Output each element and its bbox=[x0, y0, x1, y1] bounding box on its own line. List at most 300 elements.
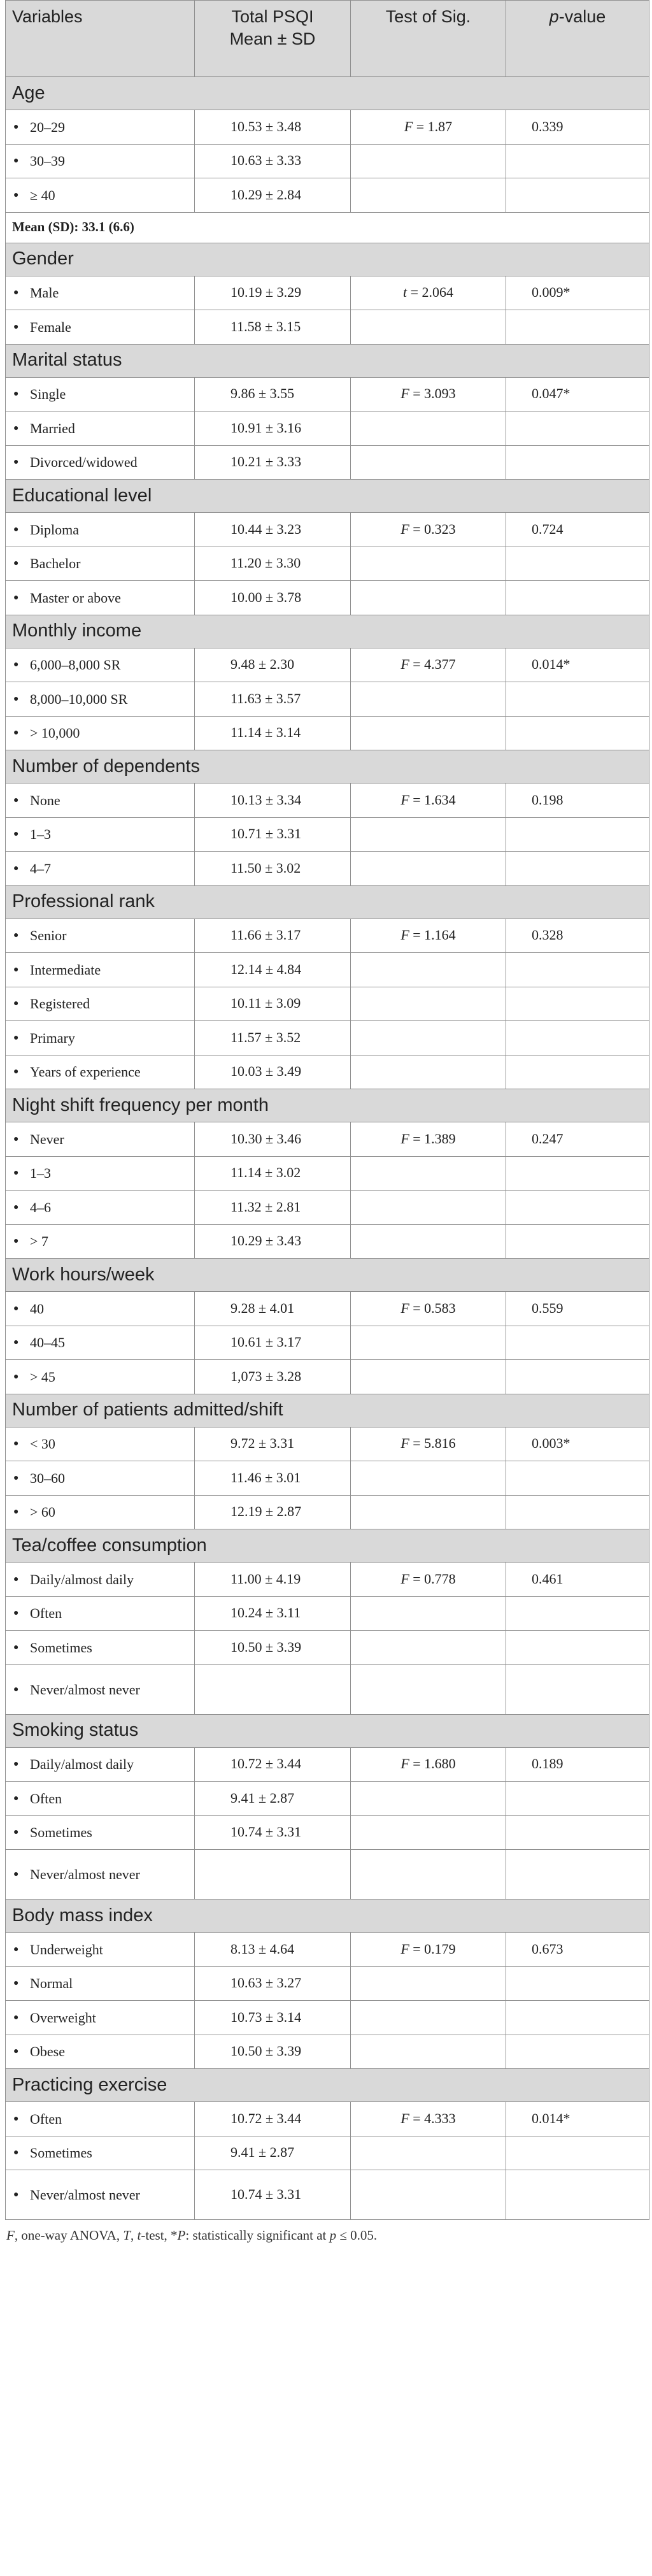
psqi-mean-sd-cell: 9.28 ± 4.01 bbox=[195, 1292, 351, 1326]
p-value-cell bbox=[506, 1326, 649, 1360]
row-label-cell bbox=[6, 953, 195, 987]
test-of-significance-cell bbox=[351, 144, 506, 178]
bullet-icon: ● bbox=[13, 999, 19, 1009]
bullet-icon: ● bbox=[13, 694, 19, 704]
row-label: Never/almost never bbox=[30, 1866, 140, 1883]
test-of-significance-cell bbox=[351, 1224, 506, 1259]
row-label: 1–3 bbox=[30, 1165, 51, 1182]
bullet-icon: ● bbox=[13, 1574, 19, 1584]
section-header-row bbox=[6, 885, 649, 919]
p-value-cell bbox=[506, 1596, 649, 1631]
test-of-significance-cell bbox=[351, 377, 506, 411]
row-label: Male bbox=[30, 285, 59, 301]
table-row bbox=[6, 1495, 649, 1529]
bullet-icon: ● bbox=[13, 389, 19, 399]
test-statistic-value: = 1.634 bbox=[409, 791, 456, 808]
test-of-significance-cell bbox=[351, 1156, 506, 1191]
test-statistic-value: = 0.778 bbox=[409, 1570, 456, 1587]
row-label: Registered bbox=[30, 996, 90, 1012]
section-title: Number of dependents bbox=[6, 750, 649, 784]
p-value-cell bbox=[506, 1782, 649, 1816]
test-of-significance-cell bbox=[351, 648, 506, 682]
row-label-cell bbox=[6, 411, 195, 446]
bullet-icon: ● bbox=[13, 829, 19, 840]
row-label: Never bbox=[30, 1131, 64, 1147]
p-value-cell bbox=[506, 953, 649, 987]
bullet-icon: ● bbox=[13, 423, 19, 433]
psqi-mean-sd-cell: 9.41 ± 2.87 bbox=[195, 1782, 351, 1816]
bullet-icon: ● bbox=[13, 660, 19, 670]
table-row bbox=[6, 1933, 649, 1967]
table-row bbox=[6, 581, 649, 615]
test-statistic-value: = 0.583 bbox=[409, 1299, 456, 1316]
bullet-icon: ● bbox=[13, 190, 19, 200]
p-value-cell: 0.673 bbox=[506, 1933, 649, 1967]
bullet-icon: ● bbox=[13, 1473, 19, 1483]
row-label-cell bbox=[6, 445, 195, 480]
test-of-significance-cell bbox=[351, 1596, 506, 1631]
psqi-mean-sd-cell: 11.63 ± 3.57 bbox=[195, 682, 351, 717]
bullet-icon: ● bbox=[13, 1507, 19, 1517]
row-label-cell bbox=[6, 1966, 195, 2001]
p-value-cell bbox=[506, 1055, 649, 1089]
table-row bbox=[6, 1747, 649, 1782]
row-label-cell bbox=[6, 276, 195, 310]
test-of-significance-cell bbox=[351, 110, 506, 145]
p-value-cell bbox=[506, 581, 649, 615]
test-of-significance-cell bbox=[351, 682, 506, 717]
row-label-cell bbox=[6, 1664, 195, 1714]
section-title: Number of patients admitted/shift bbox=[6, 1394, 649, 1427]
test-of-significance-cell bbox=[351, 784, 506, 818]
bullet-icon: ● bbox=[13, 2047, 19, 2057]
psqi-mean-sd-cell: 10.74 ± 3.31 bbox=[195, 2170, 351, 2220]
row-label: Daily/almost daily bbox=[30, 1756, 134, 1773]
row-label-cell bbox=[6, 2170, 195, 2220]
p-value-cell: 0.559 bbox=[506, 1292, 649, 1326]
row-label: 6,000–8,000 SR bbox=[30, 657, 121, 673]
row-label-cell bbox=[6, 1631, 195, 1665]
bullet-icon: ● bbox=[13, 1828, 19, 1838]
p-value-cell bbox=[506, 2170, 649, 2220]
table-row bbox=[6, 716, 649, 750]
row-label-cell bbox=[6, 310, 195, 345]
test-of-significance-cell bbox=[351, 1292, 506, 1326]
row-label-cell bbox=[6, 648, 195, 682]
row-label-cell bbox=[6, 1021, 195, 1055]
p-value-cell: 0.328 bbox=[506, 919, 649, 953]
footnote-part: , one-way ANOVA, bbox=[14, 2228, 124, 2243]
psqi-mean-sd-cell: 10.53 ± 3.48 bbox=[195, 110, 351, 145]
footnote-part: F bbox=[6, 2228, 15, 2243]
p-value-cell bbox=[506, 987, 649, 1021]
section-title: Night shift frequency per month bbox=[6, 1089, 649, 1122]
row-label-cell bbox=[6, 1596, 195, 1631]
section-header-row bbox=[6, 1529, 649, 1563]
test-of-significance-cell bbox=[351, 2001, 506, 2035]
section-title: Monthly income bbox=[6, 615, 649, 648]
table-row bbox=[6, 1563, 649, 1597]
bullet-icon: ● bbox=[13, 1870, 19, 1880]
test-of-significance-cell bbox=[351, 411, 506, 446]
test-statistic-symbol: F bbox=[400, 1940, 409, 1957]
section-note: Mean (SD): 33.1 (6.6) bbox=[6, 212, 649, 243]
psqi-mean-sd-cell: 9.48 ± 2.30 bbox=[195, 648, 351, 682]
section-note-row bbox=[6, 212, 649, 243]
table-row bbox=[6, 1191, 649, 1225]
row-label: ≥ 40 bbox=[30, 187, 55, 203]
table-row bbox=[6, 513, 649, 547]
bullet-icon: ● bbox=[13, 592, 19, 603]
psqi-mean-sd-cell: 11.46 ± 3.01 bbox=[195, 1461, 351, 1496]
row-label: > 10,000 bbox=[30, 725, 80, 741]
row-label-cell bbox=[6, 1782, 195, 1816]
row-label: < 30 bbox=[30, 1436, 55, 1452]
psqi-mean-sd-cell: 9.41 ± 2.87 bbox=[195, 2136, 351, 2170]
bullet-icon: ● bbox=[13, 1338, 19, 1348]
table-row bbox=[6, 953, 649, 987]
section-title: Work hours/week bbox=[6, 1259, 649, 1292]
test-of-significance-cell bbox=[351, 310, 506, 345]
test-statistic-symbol: F bbox=[400, 2110, 409, 2126]
psqi-mean-sd-cell: 11.66 ± 3.17 bbox=[195, 919, 351, 953]
p-value-cell bbox=[506, 1966, 649, 2001]
test-of-significance-cell bbox=[351, 445, 506, 480]
table-body bbox=[6, 77, 649, 2220]
header-total-psqi-line2: Mean ± SD bbox=[229, 29, 316, 49]
test-statistic-symbol: F bbox=[404, 118, 413, 134]
table-row bbox=[6, 2035, 649, 2069]
row-label-cell bbox=[6, 1122, 195, 1157]
psqi-mean-sd-cell: 10.44 ± 3.23 bbox=[195, 513, 351, 547]
test-statistic-value: = 1.680 bbox=[409, 1756, 456, 1772]
row-label-cell bbox=[6, 2035, 195, 2069]
table-row bbox=[6, 2102, 649, 2136]
test-statistic-symbol: F bbox=[400, 656, 409, 673]
p-value-cell bbox=[506, 852, 649, 886]
row-label: 1–3 bbox=[30, 826, 51, 843]
section-title: Smoking status bbox=[6, 1714, 649, 1747]
psqi-mean-sd-cell: 10.30 ± 3.46 bbox=[195, 1122, 351, 1157]
test-statistic-symbol: F bbox=[400, 1435, 409, 1452]
bullet-icon: ● bbox=[13, 1944, 19, 1954]
bullet-icon: ● bbox=[13, 795, 19, 805]
p-value-cell bbox=[506, 1191, 649, 1225]
table-row bbox=[6, 1664, 649, 1714]
table-row bbox=[6, 1782, 649, 1816]
p-value-cell bbox=[506, 1495, 649, 1529]
p-value-cell bbox=[506, 1631, 649, 1665]
p-value-cell bbox=[506, 2136, 649, 2170]
test-of-significance-cell bbox=[351, 276, 506, 310]
bullet-icon: ● bbox=[13, 559, 19, 569]
bullet-icon: ● bbox=[13, 156, 19, 166]
row-label-cell bbox=[6, 1563, 195, 1597]
table-row bbox=[6, 1360, 649, 1394]
test-statistic-symbol: F bbox=[400, 1570, 409, 1587]
psqi-mean-sd-cell: 10.63 ± 3.27 bbox=[195, 1966, 351, 2001]
bullet-icon: ● bbox=[13, 1684, 19, 1694]
row-label: Primary bbox=[30, 1029, 75, 1046]
row-label-cell bbox=[6, 2136, 195, 2170]
psqi-mean-sd-cell: 10.74 ± 3.31 bbox=[195, 1815, 351, 1850]
bullet-icon: ● bbox=[13, 1134, 19, 1144]
table-row bbox=[6, 682, 649, 717]
header-p-value bbox=[506, 1, 649, 77]
psqi-mean-sd-cell: 10.71 ± 3.31 bbox=[195, 817, 351, 852]
row-label: Divorced/widowed bbox=[30, 454, 138, 471]
bullet-icon: ● bbox=[13, 1439, 19, 1449]
bullet-icon: ● bbox=[13, 728, 19, 738]
test-of-significance-cell bbox=[351, 1122, 506, 1157]
row-label: Often bbox=[30, 2110, 62, 2127]
row-label: Sometimes bbox=[30, 1824, 92, 1841]
psqi-mean-sd-cell: 10.11 ± 3.09 bbox=[195, 987, 351, 1021]
row-label-cell bbox=[6, 919, 195, 953]
bullet-icon: ● bbox=[13, 2114, 19, 2124]
table-row bbox=[6, 547, 649, 581]
test-statistic-value: = 1.87 bbox=[413, 118, 453, 134]
table-row bbox=[6, 2136, 649, 2170]
p-value-cell bbox=[506, 178, 649, 213]
psqi-mean-sd-cell: 12.14 ± 4.84 bbox=[195, 953, 351, 987]
row-label: Senior bbox=[30, 927, 67, 944]
p-value-cell: 0.461 bbox=[506, 1563, 649, 1597]
test-statistic-value: = 1.164 bbox=[409, 927, 456, 943]
section-title: Educational level bbox=[6, 480, 649, 513]
bullet-icon: ● bbox=[13, 322, 19, 332]
section-header-row bbox=[6, 1259, 649, 1292]
row-label-cell bbox=[6, 1495, 195, 1529]
table-row bbox=[6, 1966, 649, 2001]
bullet-icon: ● bbox=[13, 1236, 19, 1247]
row-label-cell bbox=[6, 2001, 195, 2035]
row-label-cell bbox=[6, 513, 195, 547]
row-label: 30–39 bbox=[30, 153, 65, 169]
row-label: > 7 bbox=[30, 1233, 48, 1250]
p-value-cell: 0.003* bbox=[506, 1427, 649, 1461]
row-label-cell bbox=[6, 1191, 195, 1225]
test-statistic-value: = 0.323 bbox=[409, 520, 456, 537]
p-value-cell bbox=[506, 1664, 649, 1714]
table-row bbox=[6, 411, 649, 446]
bullet-icon: ● bbox=[13, 1202, 19, 1212]
test-of-significance-cell bbox=[351, 2170, 506, 2220]
psqi-mean-sd-cell: 10.91 ± 3.16 bbox=[195, 411, 351, 446]
table-row bbox=[6, 1122, 649, 1157]
row-label: > 45 bbox=[30, 1368, 55, 1385]
test-statistic-symbol: F bbox=[400, 791, 409, 808]
table-row bbox=[6, 919, 649, 953]
test-of-significance-cell bbox=[351, 1664, 506, 1714]
p-value-cell bbox=[506, 817, 649, 852]
table-row bbox=[6, 1427, 649, 1461]
psqi-mean-sd-cell: 10.29 ± 2.84 bbox=[195, 178, 351, 213]
psqi-mean-sd-cell: 10.29 ± 3.43 bbox=[195, 1224, 351, 1259]
bullet-icon: ● bbox=[13, 524, 19, 534]
table-row bbox=[6, 2170, 649, 2220]
row-label-cell bbox=[6, 1292, 195, 1326]
table-row bbox=[6, 110, 649, 145]
psqi-mean-sd-cell: 11.58 ± 3.15 bbox=[195, 310, 351, 345]
row-label: Sometimes bbox=[30, 2145, 92, 2161]
test-of-significance-cell bbox=[351, 513, 506, 547]
section-title: Professional rank bbox=[6, 885, 649, 919]
row-label: Female bbox=[30, 318, 71, 335]
table-row bbox=[6, 1156, 649, 1191]
psqi-mean-sd-cell: 10.00 ± 3.78 bbox=[195, 581, 351, 615]
bullet-icon: ● bbox=[13, 1642, 19, 1652]
header-total-psqi bbox=[195, 1, 351, 77]
footnote-part: ≤ 0.05. bbox=[336, 2228, 378, 2243]
psqi-mean-sd-cell bbox=[195, 1664, 351, 1714]
test-statistic-symbol: F bbox=[400, 927, 409, 943]
p-value-cell bbox=[506, 445, 649, 480]
row-label-cell bbox=[6, 1427, 195, 1461]
test-statistic-value: = 4.333 bbox=[409, 2110, 456, 2126]
p-value-cell bbox=[506, 144, 649, 178]
section-header-row bbox=[6, 1089, 649, 1122]
psqi-mean-sd-cell: 10.50 ± 3.39 bbox=[195, 2035, 351, 2069]
table-row bbox=[6, 1224, 649, 1259]
row-label-cell bbox=[6, 852, 195, 886]
psqi-mean-sd-cell: 11.32 ± 2.81 bbox=[195, 1191, 351, 1225]
footnote-part: T bbox=[123, 2228, 131, 2243]
row-label-cell bbox=[6, 1156, 195, 1191]
test-of-significance-cell bbox=[351, 1747, 506, 1782]
row-label: Underweight bbox=[30, 1941, 103, 1957]
psqi-mean-sd-cell: 10.19 ± 3.29 bbox=[195, 276, 351, 310]
test-of-significance-cell bbox=[351, 1326, 506, 1360]
test-of-significance-cell bbox=[351, 547, 506, 581]
row-label: Intermediate bbox=[30, 961, 101, 978]
row-label-cell bbox=[6, 1360, 195, 1394]
section-title: Practicing exercise bbox=[6, 2069, 649, 2102]
header-test-of-significance: Test of Sig. bbox=[351, 1, 506, 77]
table-row bbox=[6, 310, 649, 345]
p-value-cell bbox=[506, 547, 649, 581]
p-value-cell: 0.014* bbox=[506, 2102, 649, 2136]
table-row bbox=[6, 1055, 649, 1089]
test-statistic-symbol: F bbox=[400, 1756, 409, 1772]
row-label: None bbox=[30, 792, 60, 808]
row-label-cell bbox=[6, 1224, 195, 1259]
test-of-significance-cell bbox=[351, 919, 506, 953]
row-label: 8,000–10,000 SR bbox=[30, 691, 128, 707]
section-title: Tea/coffee consumption bbox=[6, 1529, 649, 1563]
p-value-cell bbox=[506, 2035, 649, 2069]
table-row bbox=[6, 276, 649, 310]
p-value-cell bbox=[506, 1360, 649, 1394]
p-value-cell: 0.724 bbox=[506, 513, 649, 547]
test-statistic-symbol: F bbox=[400, 1299, 409, 1316]
bullet-icon: ● bbox=[13, 1033, 19, 1043]
section-title: Gender bbox=[6, 243, 649, 276]
p-value-cell bbox=[506, 716, 649, 750]
test-statistic-value: = 0.179 bbox=[409, 1940, 456, 1957]
row-label-cell bbox=[6, 1747, 195, 1782]
p-value-cell: 0.189 bbox=[506, 1747, 649, 1782]
table-row bbox=[6, 817, 649, 852]
row-label-cell bbox=[6, 987, 195, 1021]
test-of-significance-cell bbox=[351, 1563, 506, 1597]
bullet-icon: ● bbox=[13, 1979, 19, 1989]
table-row bbox=[6, 852, 649, 886]
row-label: 20–29 bbox=[30, 118, 65, 135]
p-value-cell: 0.247 bbox=[506, 1122, 649, 1157]
row-label: Single bbox=[30, 386, 66, 403]
section-header-row bbox=[6, 750, 649, 784]
test-of-significance-cell bbox=[351, 178, 506, 213]
p-value-cell: 0.339 bbox=[506, 110, 649, 145]
bullet-icon: ● bbox=[13, 457, 19, 468]
row-label: 40–45 bbox=[30, 1335, 65, 1351]
table-row bbox=[6, 2001, 649, 2035]
bullet-icon: ● bbox=[13, 931, 19, 941]
footnote-part: t bbox=[137, 2228, 141, 2243]
section-title: Marital status bbox=[6, 344, 649, 377]
bullet-icon: ● bbox=[13, 1067, 19, 1077]
bullet-icon: ● bbox=[13, 122, 19, 132]
header-p-value-italic: p bbox=[549, 7, 559, 26]
test-of-significance-cell bbox=[351, 1782, 506, 1816]
row-label: Master or above bbox=[30, 589, 121, 606]
test-statistic-symbol: F bbox=[400, 1130, 409, 1147]
bullet-icon: ● bbox=[13, 1303, 19, 1313]
psqi-mean-sd-cell: 9.86 ± 3.55 bbox=[195, 377, 351, 411]
bullet-icon: ● bbox=[13, 2012, 19, 2022]
test-of-significance-cell bbox=[351, 2136, 506, 2170]
p-value-cell bbox=[506, 1850, 649, 1900]
test-of-significance-cell bbox=[351, 953, 506, 987]
test-of-significance-cell bbox=[351, 852, 506, 886]
table-row bbox=[6, 445, 649, 480]
p-value-cell bbox=[506, 1815, 649, 1850]
psqi-mean-sd-cell: 11.50 ± 3.02 bbox=[195, 852, 351, 886]
test-of-significance-cell bbox=[351, 817, 506, 852]
test-of-significance-cell bbox=[351, 1427, 506, 1461]
section-header-row bbox=[6, 243, 649, 276]
psqi-mean-sd-cell: 10.13 ± 3.34 bbox=[195, 784, 351, 818]
table-row bbox=[6, 1292, 649, 1326]
section-header-row bbox=[6, 1714, 649, 1747]
row-label-cell bbox=[6, 581, 195, 615]
psqi-mean-sd-cell: 1,073 ± 3.28 bbox=[195, 1360, 351, 1394]
row-label: Never/almost never bbox=[30, 2187, 140, 2203]
p-value-cell bbox=[506, 411, 649, 446]
footnote-part: : statistically significant at bbox=[185, 2228, 330, 2243]
psqi-mean-sd-cell: 10.21 ± 3.33 bbox=[195, 445, 351, 480]
row-label-cell bbox=[6, 2102, 195, 2136]
psqi-mean-sd-cell: 11.57 ± 3.52 bbox=[195, 1021, 351, 1055]
row-label: Married bbox=[30, 420, 75, 436]
table-row bbox=[6, 1815, 649, 1850]
table-row bbox=[6, 178, 649, 213]
footnote-part: -test, * bbox=[141, 2228, 178, 2243]
p-value-cell bbox=[506, 2001, 649, 2035]
psqi-mean-sd-cell: 12.19 ± 2.87 bbox=[195, 1495, 351, 1529]
row-label: > 60 bbox=[30, 1504, 55, 1521]
test-of-significance-cell bbox=[351, 1055, 506, 1089]
bullet-icon: ● bbox=[13, 1759, 19, 1770]
bullet-icon: ● bbox=[13, 1793, 19, 1803]
test-of-significance-cell bbox=[351, 987, 506, 1021]
row-label-cell bbox=[6, 178, 195, 213]
row-label: 4–6 bbox=[30, 1199, 51, 1215]
test-of-significance-cell bbox=[351, 1360, 506, 1394]
bullet-icon: ● bbox=[13, 1371, 19, 1382]
test-statistic-value: = 1.389 bbox=[409, 1130, 456, 1147]
